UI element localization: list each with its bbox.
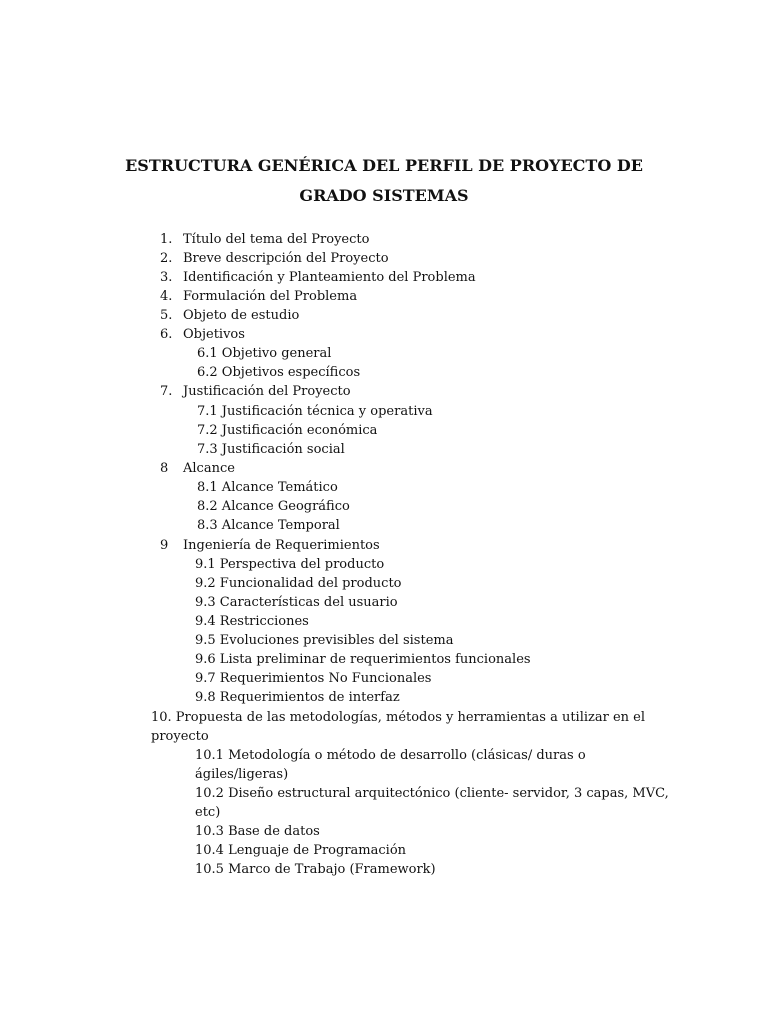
list-item-6: [0, 325, 768, 344]
list-item-1: [0, 230, 768, 249]
list-item-number: 7.: [160, 384, 173, 399]
list-item-number: 4.: [160, 289, 173, 304]
sub-item-9-5: 9.5 Evoluciones previsibles del sistema: [195, 633, 454, 648]
sub-item-8-1: 8.1 Alcance Temático: [197, 480, 338, 495]
list-item-text: Objeto de estudio: [183, 308, 300, 323]
list-item-10-line2: proyecto: [151, 729, 209, 744]
sub-item-8-2: 8.2 Alcance Geográfico: [197, 499, 350, 514]
sub-item-9-4: 9.4 Restricciones: [195, 614, 309, 629]
list-item-number: 3.: [160, 270, 173, 285]
sub-item-8-3: 8.3 Alcance Temporal: [197, 518, 340, 533]
list-item-3: [0, 268, 768, 287]
list-item-text: Ingeniería de Requerimientos: [183, 538, 380, 553]
sub-item-7-3: 7.3 Justificación social: [197, 442, 345, 457]
sub-item-7-2: 7.2 Justificación económica: [197, 423, 378, 438]
list-item-number: 9: [160, 538, 169, 553]
sub-item-6-2: 6.2 Objetivos específicos: [197, 365, 361, 380]
document-title-line2: GRADO SISTEMAS: [299, 186, 469, 205]
list-item-7: [0, 382, 768, 401]
list-item-text: Breve descripción del Proyecto: [183, 251, 389, 266]
list-item-text: Identificación y Planteamiento del Problema: [183, 270, 476, 285]
sub-item-9-2: 9.2 Funcionalidad del producto: [195, 576, 402, 591]
sub-item-10-5: 10.5 Marco de Trabajo (Framework): [195, 862, 436, 877]
sub-item-10-2-line2: etc): [195, 805, 221, 820]
list-item-text: Formulación del Problema: [183, 289, 358, 304]
list-item-text: Alcance: [183, 461, 235, 476]
sub-item-10-2-line1: 10.2 Diseño estructural arquitectónico (cliente- servidor, 3 capas, MVC,: [195, 786, 669, 801]
sub-item-9-7: 9.7 Requerimientos No Funcionales: [195, 671, 432, 686]
sub-item-10-1-line1: 10.1 Metodología o método de desarrollo (clásicas/ duras o: [195, 748, 586, 763]
list-item-2: [0, 249, 768, 268]
list-item-number: 5.: [160, 308, 173, 323]
sub-item-9-6: 9.6 Lista preliminar de requerimientos funcionales: [195, 652, 531, 667]
list-item-4: [0, 287, 768, 306]
list-item-number: 2.: [160, 251, 173, 266]
sub-item-10-4: 10.4 Lenguaje de Programación: [195, 843, 407, 858]
list-item-9: [0, 536, 768, 555]
list-item-number: 8: [160, 461, 169, 476]
list-item-10-line1: 10. Propuesta de las metodologías, métodos y herramientas a utilizar en el: [151, 710, 646, 725]
list-item-8: [0, 459, 768, 478]
list-item-number: 6.: [160, 327, 173, 342]
list-item-number: 1.: [160, 232, 173, 247]
sub-item-6-1: 6.1 Objetivo general: [197, 346, 332, 361]
sub-item-7-1: 7.1 Justificación técnica y operativa: [197, 404, 433, 419]
sub-item-10-3: 10.3 Base de datos: [195, 824, 320, 839]
sub-item-10-1-line2: ágiles/ligeras): [195, 767, 289, 782]
sub-item-9-1: 9.1 Perspectiva del producto: [195, 557, 385, 572]
list-item-text: Justificación del Proyecto: [183, 384, 351, 399]
list-item-text: Título del tema del Proyecto: [183, 232, 370, 247]
document-title-line1: ESTRUCTURA GENÉRICA DEL PERFIL DE PROYECTO DE: [125, 156, 643, 175]
sub-item-9-3: 9.3 Características del usuario: [195, 595, 398, 610]
list-item-text: Objetivos: [183, 327, 245, 342]
sub-item-9-8: 9.8 Requerimientos de interfaz: [195, 690, 400, 705]
list-item-5: [0, 306, 768, 325]
